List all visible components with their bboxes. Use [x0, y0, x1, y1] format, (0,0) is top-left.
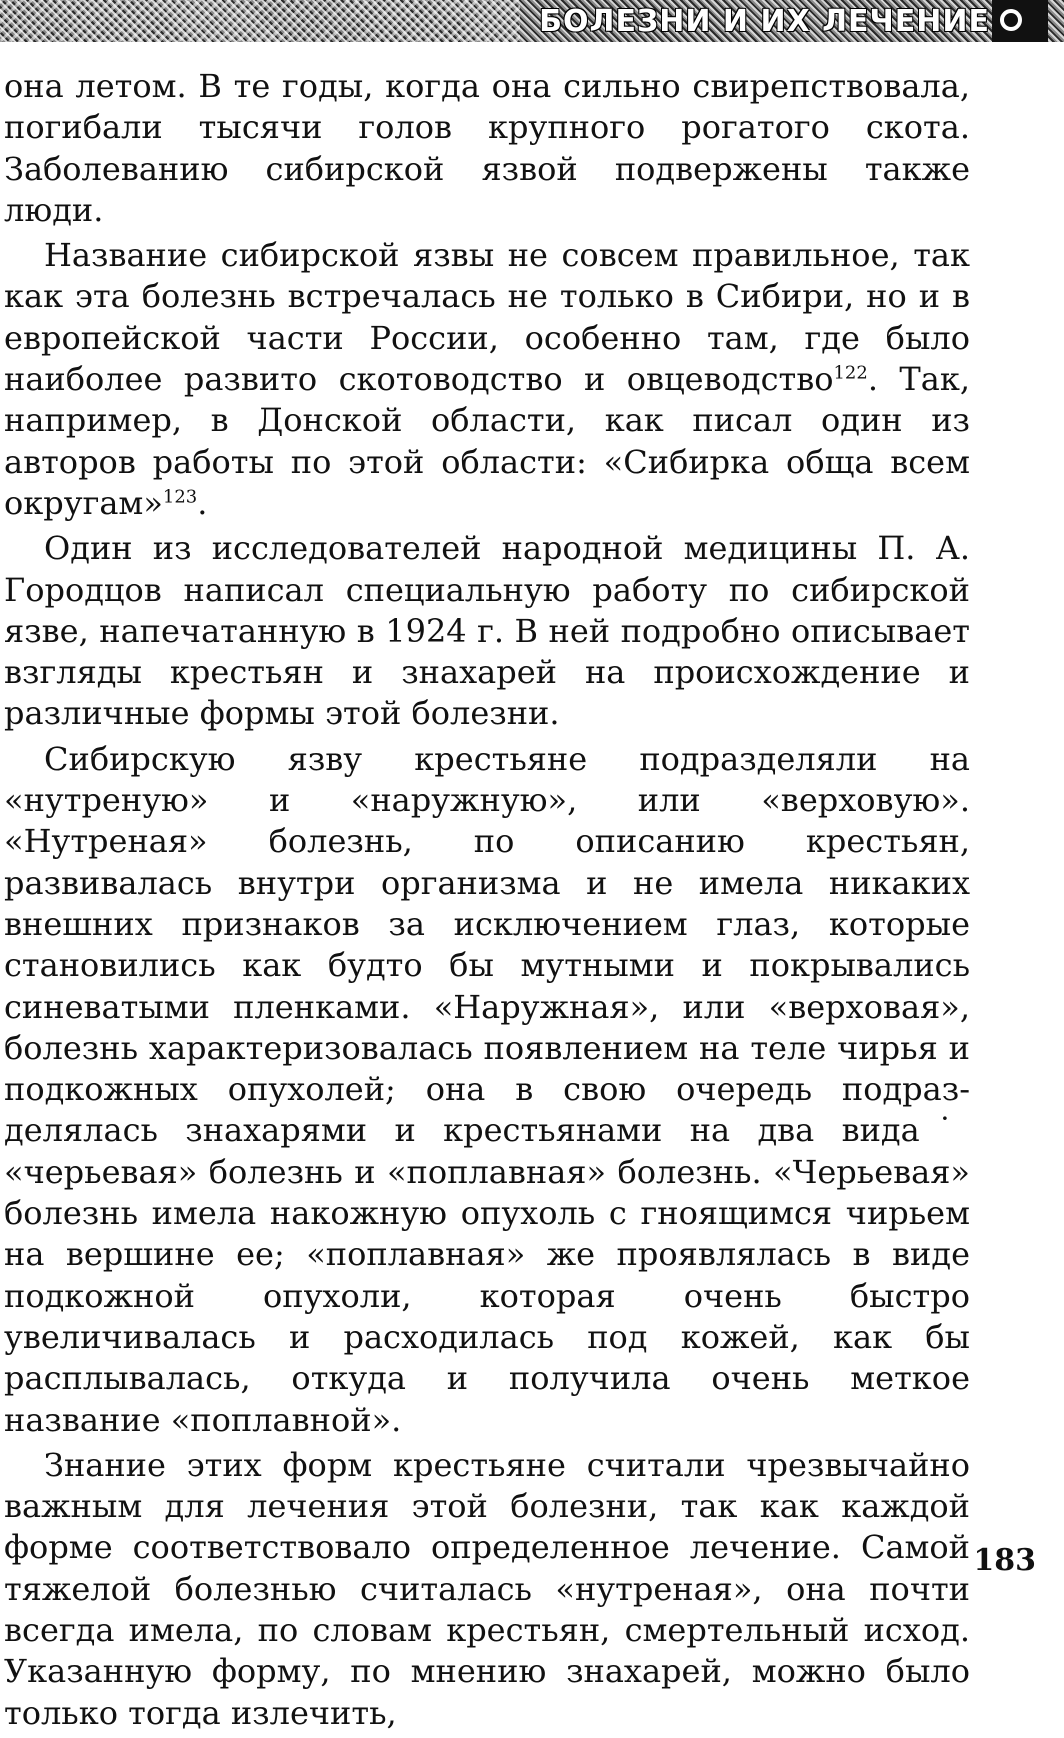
- footnote-ref-122: 122: [833, 362, 868, 384]
- paragraph-5: [4, 1445, 970, 1734]
- running-header: [0, 0, 1064, 42]
- paragraph-2-text: Название сибирской язвы не совсем правильное, так как эта болезнь встречалась не только в Сибири, но и в европейской части России, особенно там, где было наиболее развито скотоводство и овцеводство: [4, 236, 970, 399]
- paragraph-4-text: Сибирскую язву крестьяне подразделяли на «нутреную» и «наружную», или «верховую». «Нутреная» болезнь, по описанию крестьян, развивалась внутри организма и не имела никаких внешних признаков за исключением глаз, которые становились как будто бы мутными и покрывались синеватыми пленками. «Наружная», или «верховая», болезнь характеризовалась появлением на теле чирья и подкожных опухолей; она в свою очередь подразделялась знахарями и крестьянами на два вида˙ «черьевая» болезнь и «поплавная» болезнь. «Черьевая» болезнь имела накожную опухоль с гноящимся чирьем на вершине ее; «поплавная» же проявлялась в виде подкожной опухоли, которая очень быстро увеличивалась и расходилась под кожей, как бы расплывалась, откуда и получила очень меткое название «поплавной».: [4, 739, 970, 1439]
- paragraph-4: [4, 739, 970, 1441]
- paragraph-3-text: Один из исследователей народной медицины П. А. Городцов написал специальную работу по сибирской язве, напечатанную в 1924 г. В ней подробно описывает взгляды крестьян и знахарей на происхождение и различные формы этой болезни.: [4, 529, 970, 733]
- paragraph-3: [4, 528, 970, 734]
- paragraph-2-text-continued: . Так, например, в Донской области, как писал один из авторов работы по этой области: «Сибирка обща всем округам»: [4, 360, 971, 522]
- running-header-title: БОЛЕЗНИ И ИХ ЛЕЧЕНИЕ: [539, 4, 990, 39]
- circle-marker-icon: [992, 0, 1048, 42]
- paragraph-5-text: Знание этих форм крестьяне считали чрезвычайно важным для лечения этой болезни, так как каждой форме соответствовало определенное лечение. Самой тяжелой болезнью считалась «нутреная», она почти всегда имела, по словам крестьян, смертельный исход. Указанную форму, по мнению знахарей, можно было только тогда излечить,: [4, 1445, 970, 1732]
- body-text: [4, 66, 970, 1738]
- paragraph-1-text: она летом. В те годы, когда она сильно свирепствовала, погибали тысячи голов крупного рогатого скота. Заболеванию сибирской язвой подвержены также люди.: [4, 67, 970, 229]
- page-number: 183: [973, 1543, 1036, 1578]
- footnote-ref-123: 123: [162, 486, 198, 508]
- header-decoration: [0, 0, 520, 42]
- paragraph-2-text-end: .: [197, 483, 208, 522]
- paragraph-2: [4, 235, 970, 524]
- paragraph-1: [4, 66, 970, 231]
